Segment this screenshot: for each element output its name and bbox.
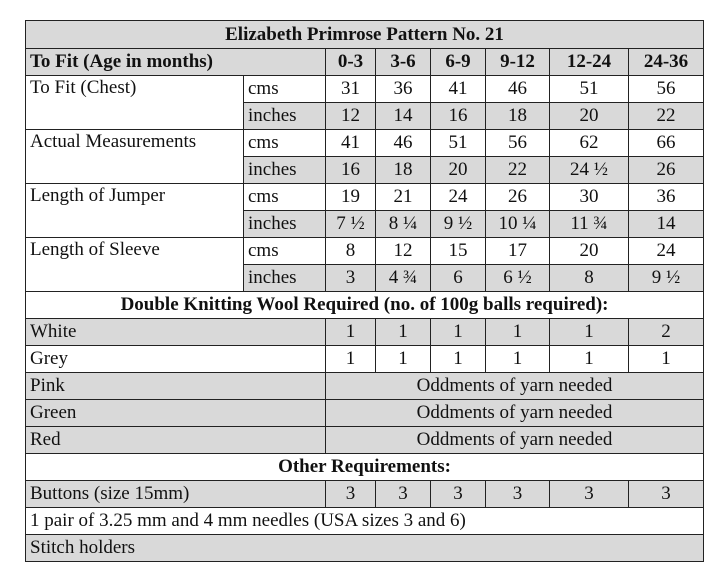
oddments-note: Oddments of yarn needed (326, 427, 704, 454)
value-cell: 1 (376, 319, 431, 346)
measurement-name: Length of Sleeve (26, 238, 244, 292)
value-cell: 14 (629, 211, 704, 238)
value-cell: 30 (550, 184, 629, 211)
value-cell: 46 (486, 76, 550, 103)
value-cell: 24 (629, 238, 704, 265)
value-cell: 19 (326, 184, 376, 211)
oddments-note: Oddments of yarn needed (326, 373, 704, 400)
unit-label: inches (244, 103, 326, 130)
value-cell: 8 ¼ (376, 211, 431, 238)
value-cell: 1 (326, 346, 376, 373)
age-header: 9-12 (486, 49, 550, 76)
wool-color-name: Green (26, 400, 326, 427)
value-cell: 1 (550, 319, 629, 346)
wool-color-name: White (26, 319, 326, 346)
value-cell: 22 (629, 103, 704, 130)
value-cell: 12 (326, 103, 376, 130)
oddments-note: Oddments of yarn needed (326, 400, 704, 427)
unit-label: inches (244, 157, 326, 184)
measurement-name: Length of Jumper (26, 184, 244, 238)
value-cell: 31 (326, 76, 376, 103)
age-header: 12-24 (550, 49, 629, 76)
pattern-table (25, 20, 704, 562)
unit-label: cms (244, 130, 326, 157)
value-cell: 3 (550, 481, 629, 508)
value-cell: 46 (376, 130, 431, 157)
value-cell: 51 (550, 76, 629, 103)
value-cell: 62 (550, 130, 629, 157)
value-cell: 41 (431, 76, 486, 103)
value-cell: 3 (326, 265, 376, 292)
age-header: 24-36 (629, 49, 704, 76)
value-cell: 1 (431, 346, 486, 373)
value-cell: 24 (431, 184, 486, 211)
value-cell: 16 (431, 103, 486, 130)
value-cell: 9 ½ (629, 265, 704, 292)
value-cell: 17 (486, 238, 550, 265)
unit-label: cms (244, 238, 326, 265)
other-heading: Other Requirements: (26, 454, 704, 481)
wool-color-name: Grey (26, 346, 326, 373)
value-cell: 21 (376, 184, 431, 211)
value-cell: 3 (629, 481, 704, 508)
value-cell: 16 (326, 157, 376, 184)
value-cell: 22 (486, 157, 550, 184)
value-cell: 8 (550, 265, 629, 292)
value-cell: 3 (326, 481, 376, 508)
age-header-label: To Fit (Age in months) (26, 49, 326, 76)
value-cell: 36 (376, 76, 431, 103)
needles-requirement: 1 pair of 3.25 mm and 4 mm needles (USA sizes 3 and 6) (26, 508, 704, 535)
value-cell: 1 (486, 346, 550, 373)
pattern-title: Elizabeth Primrose Pattern No. 21 (26, 21, 704, 49)
stitch-holders-requirement: Stitch holders (26, 535, 704, 562)
value-cell: 41 (326, 130, 376, 157)
value-cell: 15 (431, 238, 486, 265)
value-cell: 1 (431, 319, 486, 346)
value-cell: 26 (629, 157, 704, 184)
value-cell: 8 (326, 238, 376, 265)
buttons-label: Buttons (size 15mm) (26, 481, 326, 508)
age-header: 0-3 (326, 49, 376, 76)
value-cell: 18 (486, 103, 550, 130)
value-cell: 56 (629, 76, 704, 103)
unit-label: cms (244, 76, 326, 103)
unit-label: cms (244, 184, 326, 211)
wool-heading: Double Knitting Wool Required (no. of 100g balls required): (26, 292, 704, 319)
value-cell: 1 (629, 346, 704, 373)
value-cell: 11 ¾ (550, 211, 629, 238)
value-cell: 10 ¼ (486, 211, 550, 238)
value-cell: 36 (629, 184, 704, 211)
value-cell: 24 ½ (550, 157, 629, 184)
value-cell: 1 (486, 319, 550, 346)
value-cell: 1 (326, 319, 376, 346)
unit-label: inches (244, 265, 326, 292)
value-cell: 3 (486, 481, 550, 508)
value-cell: 20 (431, 157, 486, 184)
value-cell: 4 ¾ (376, 265, 431, 292)
unit-label: inches (244, 211, 326, 238)
age-header: 6-9 (431, 49, 486, 76)
measurement-name: Actual Measurements (26, 130, 244, 184)
value-cell: 20 (550, 238, 629, 265)
value-cell: 56 (486, 130, 550, 157)
value-cell: 14 (376, 103, 431, 130)
value-cell: 6 (431, 265, 486, 292)
value-cell: 12 (376, 238, 431, 265)
value-cell: 7 ½ (326, 211, 376, 238)
value-cell: 3 (376, 481, 431, 508)
value-cell: 20 (550, 103, 629, 130)
value-cell: 6 ½ (486, 265, 550, 292)
value-cell: 2 (629, 319, 704, 346)
wool-color-name: Red (26, 427, 326, 454)
value-cell: 3 (431, 481, 486, 508)
value-cell: 1 (376, 346, 431, 373)
age-header: 3-6 (376, 49, 431, 76)
measurement-name: To Fit (Chest) (26, 76, 244, 130)
value-cell: 26 (486, 184, 550, 211)
value-cell: 9 ½ (431, 211, 486, 238)
value-cell: 18 (376, 157, 431, 184)
value-cell: 66 (629, 130, 704, 157)
value-cell: 1 (550, 346, 629, 373)
wool-color-name: Pink (26, 373, 326, 400)
value-cell: 51 (431, 130, 486, 157)
